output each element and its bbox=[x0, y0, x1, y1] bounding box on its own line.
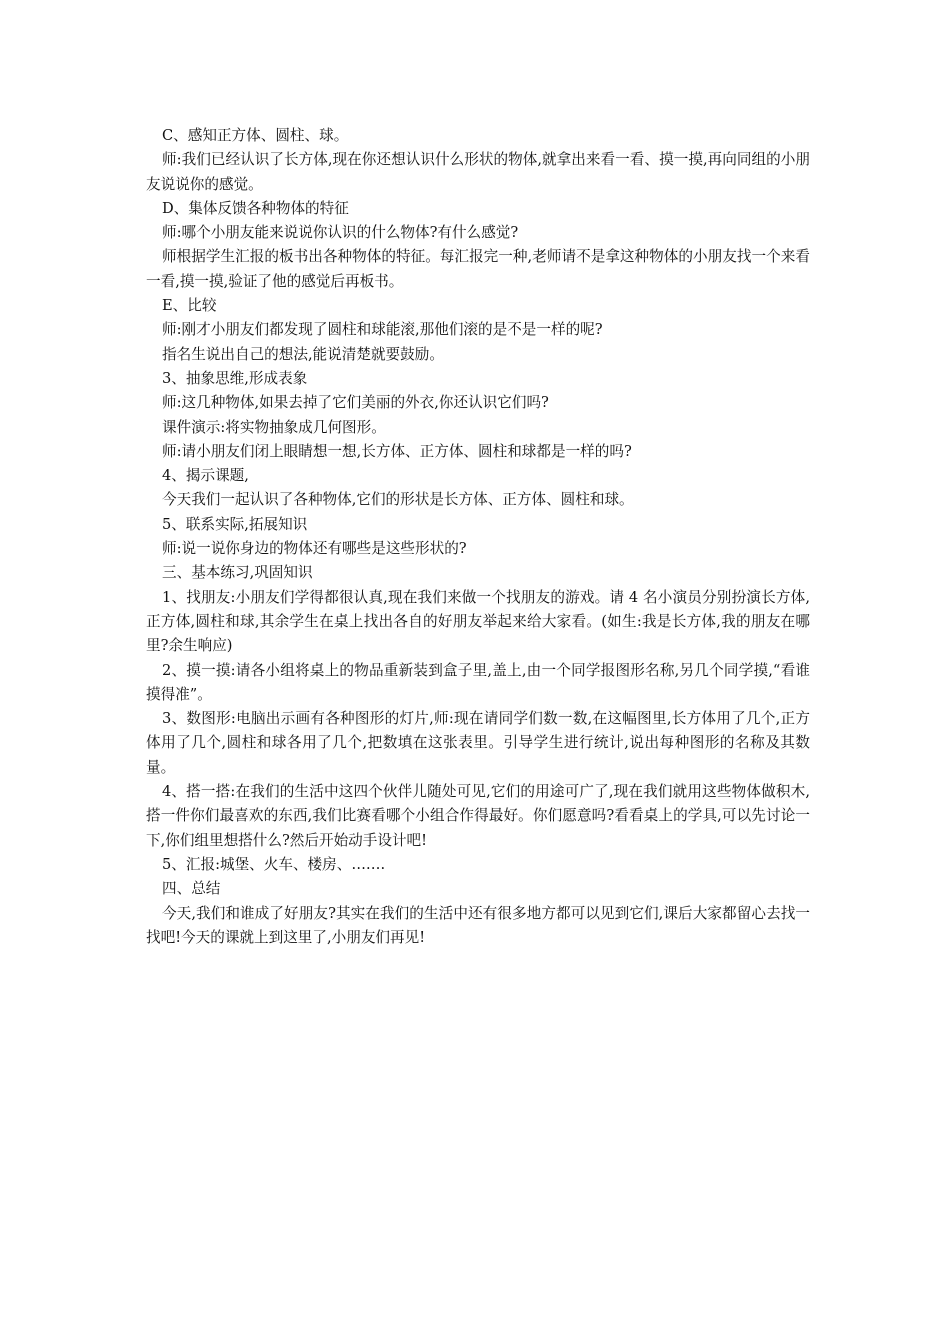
section-heading-practice: 三、基本练习,巩固知识 bbox=[162, 564, 313, 582]
paragraph: 师:刚才小朋友们都发现了圆柱和球能滚,那他们滚的是不是一样的呢? bbox=[162, 321, 603, 339]
paragraph: 今天我们一起认识了各种物体,它们的形状是长方体、正方体、圆柱和球。 bbox=[162, 491, 634, 509]
paragraph: 师:我们已经认识了长方体,现在你还想认识什么形状的物体,就拿出来看一看、摸一摸,再向同组的小朋友说说你的感觉。 bbox=[146, 151, 810, 193]
subsection-heading-e: E、比较 bbox=[162, 297, 217, 315]
document-body bbox=[146, 124, 810, 950]
paragraph: 指名生说出自己的想法,能说清楚就要鼓励。 bbox=[162, 345, 444, 363]
subsection-heading-4: 4、揭示课题, bbox=[162, 467, 249, 485]
summary-paragraph: 今天,我们和谁成了好朋友?其实在我们的生活中还有很多地方都可以见到它们,课后大家都留心去找一找吧!今天的课就上到这里了,小朋友们再见! bbox=[146, 904, 810, 946]
paragraph: 师:哪个小朋友能来说说你认识的什么物体?有什么感觉? bbox=[162, 224, 519, 242]
subsection-heading-c: C、感知正方体、圆柱、球。 bbox=[162, 127, 349, 144]
paragraph: 师:请小朋友们闭上眼睛想一想,长方体、正方体、圆柱和球都是一样的吗? bbox=[162, 442, 632, 460]
exercise-item-4: 4、搭一搭:在我们的生活中这四个伙伴儿随处可见,它们的用途可广了,现在我们就用这些物体做积木,搭一件你们最喜欢的东西,我们比赛看哪个小组合作得最好。你们愿意吗?看看桌上的学具,可以先讨论一下,你们组里想搭什么?然后开始动手设计吧! bbox=[146, 783, 810, 849]
paragraph: 师根据学生汇报的板书出各种物体的特征。每汇报完一种,老师请不是拿这种物体的小朋友找一个来看一看,摸一摸,验证了他的感觉后再板书。 bbox=[146, 248, 810, 290]
paragraph: 师:这几种物体,如果去掉了它们美丽的外衣,你还认识它们吗? bbox=[162, 394, 549, 412]
subsection-heading-d: D、集体反馈各种物体的特征 bbox=[162, 199, 349, 217]
subsection-heading-5: 5、联系实际,拓展知识 bbox=[162, 515, 308, 533]
paragraph: 课件演示:将实物抽象成几何图形。 bbox=[162, 418, 386, 436]
exercise-item-2: 2、摸一摸:请各小组将桌上的物品重新装到盒子里,盖上,由一个同学报图形名称,另几个同学摸,“看谁摸得准”。 bbox=[146, 661, 810, 703]
subsection-heading-3: 3、抽象思维,形成表象 bbox=[162, 369, 308, 387]
section-heading-summary: 四、总结 bbox=[162, 880, 221, 898]
exercise-item-1: 1、找朋友:小朋友们学得都很认真,现在我们来做一个找朋友的游戏。请 4 名小演员分别扮演长方体,正方体,圆柱和球,其余学生在桌上找出各自的好朋友举起来给大家看。(如生:我是长方体,我的朋友在哪里?余生响应) bbox=[146, 588, 810, 655]
paragraph: 师:说一说你身边的物体还有哪些是这些形状的? bbox=[162, 540, 467, 558]
exercise-item-5: 5、汇报:城堡、火车、楼房、……. bbox=[162, 855, 386, 873]
exercise-item-3: 3、数图形:电脑出示画有各种图形的灯片,师:现在请同学们数一数,在这幅图里,长方体用了几个,正方体用了几个,圆柱和球各用了几个,把数填在这张表里。引导学生进行统计,说出每种图形的名称及其数量。 bbox=[146, 710, 810, 776]
